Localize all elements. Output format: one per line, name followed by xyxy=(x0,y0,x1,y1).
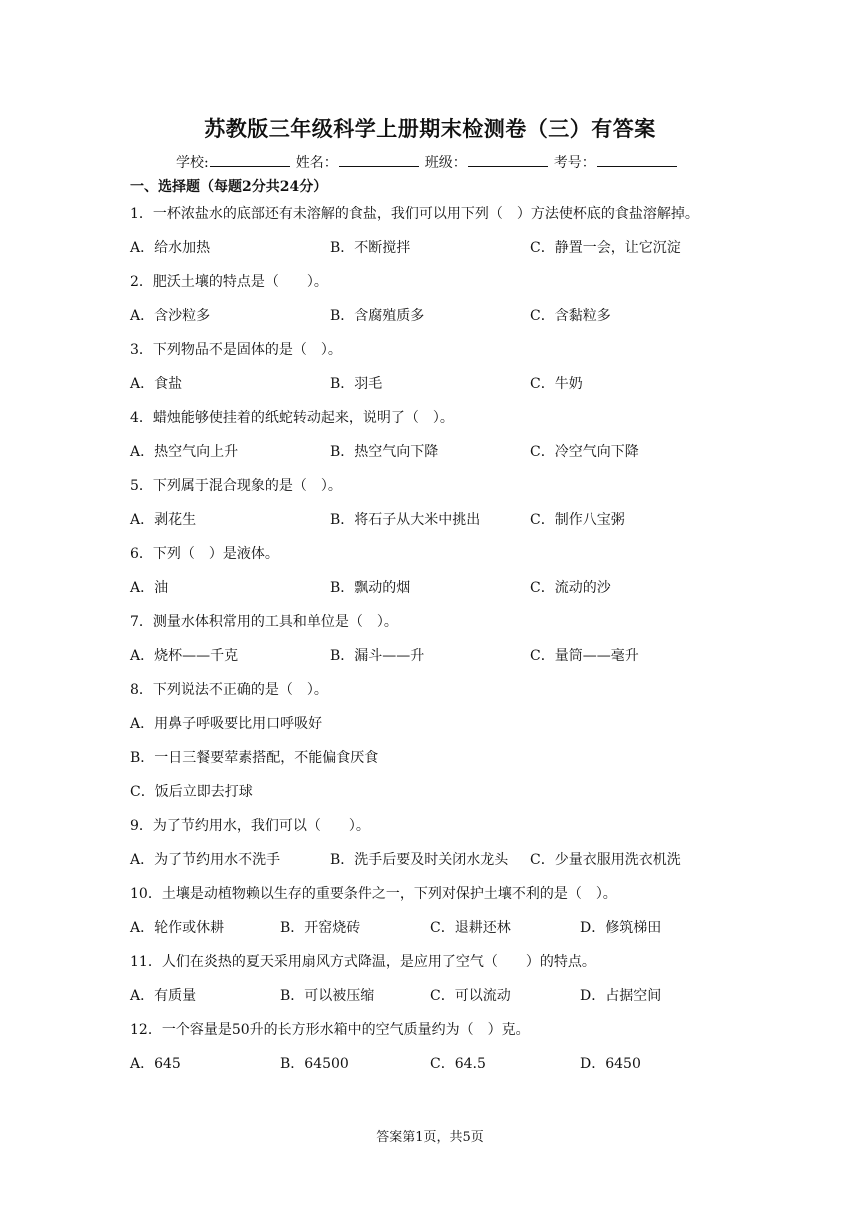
name-field xyxy=(296,152,419,172)
option-d[interactable]: D．修筑梯田 xyxy=(580,920,662,936)
option-b[interactable]: B．开窑烧砖 xyxy=(280,920,361,936)
question-9: 9．为了节约用水，我们可以（ ）。 xyxy=(130,818,370,834)
option-b[interactable]: B．漏斗——升 xyxy=(330,648,425,664)
question-6: 6．下列（ ）是液体。 xyxy=(130,546,279,562)
question-7: 7．测量水体积常用的工具和单位是（ ）。 xyxy=(130,614,398,630)
question-12: 12．一个容量是50升的长方形水箱中的空气质量约为（ ）克。 xyxy=(130,1022,530,1038)
class-blank[interactable] xyxy=(468,152,548,167)
option-a[interactable]: A．645 xyxy=(130,1056,181,1072)
option-b[interactable]: B．一日三餐要荤素搭配，不能偏食厌食 xyxy=(130,750,379,766)
question-8: 8．下列说法不正确的是（ ）。 xyxy=(130,682,328,698)
option-c[interactable]: C．可以流动 xyxy=(430,988,511,1004)
question-10: 10．土壤是动植物赖以生存的重要条件之一，下列对保护土壤不利的是（ ）。 xyxy=(130,886,617,902)
options-11 xyxy=(130,985,750,1019)
option-c[interactable]: C．静置一会，让它沉淀 xyxy=(530,240,681,256)
option-c[interactable]: C．饭后立即去打球 xyxy=(130,784,253,800)
option-c[interactable]: C．制作八宝粥 xyxy=(530,512,625,528)
option-a[interactable]: A．用鼻子呼吸要比用口呼吸好 xyxy=(130,716,323,732)
option-d[interactable]: D．6450 xyxy=(580,1056,641,1072)
options-4 xyxy=(130,441,750,475)
option-c[interactable]: C．量筒——毫升 xyxy=(530,648,639,664)
exam-no-blank[interactable] xyxy=(597,152,677,167)
options-3 xyxy=(130,373,750,407)
option-a[interactable]: A．有质量 xyxy=(130,988,197,1004)
page-footer: 答案第1页，共5页 xyxy=(376,1130,484,1145)
options-9 xyxy=(130,849,750,883)
option-b[interactable]: B．可以被压缩 xyxy=(280,988,375,1004)
option-a[interactable]: A．轮作或休耕 xyxy=(130,920,225,936)
name-label: 姓名： xyxy=(295,155,338,171)
option-d[interactable]: D．占据空间 xyxy=(580,988,662,1004)
option-b[interactable]: B．不断搅拌 xyxy=(330,240,411,256)
option-c[interactable]: C．退耕还林 xyxy=(430,920,511,936)
question-4: 4．蜡烛能够使挂着的纸蛇转动起来，说明了（ ）。 xyxy=(130,410,454,426)
option-b[interactable]: B．飘动的烟 xyxy=(330,580,411,596)
school-blank[interactable] xyxy=(210,152,290,167)
option-c[interactable]: C．少量衣服用洗衣机洗 xyxy=(530,852,681,868)
option-a[interactable]: A．食盐 xyxy=(130,376,183,392)
options-10 xyxy=(130,917,750,951)
exam-no-label: 考号： xyxy=(553,155,596,171)
question-11: 11．人们在炎热的夏天采用扇风方式降温，是应用了空气（ ）的特点。 xyxy=(130,954,596,970)
options-6 xyxy=(130,577,750,611)
question-2: 2．肥沃土壤的特点是（ ）。 xyxy=(130,274,328,290)
option-a[interactable]: A．油 xyxy=(130,580,169,596)
option-b[interactable]: B．64500 xyxy=(280,1056,349,1072)
option-a[interactable]: A．剥花生 xyxy=(130,512,197,528)
options-1 xyxy=(130,237,750,271)
option-c[interactable]: C．64.5 xyxy=(430,1056,486,1072)
question-1: 1．一杯浓盐水的底部还有未溶解的食盐，我们可以用下列（ ）方法使杯底的食盐溶解掉。 xyxy=(130,206,699,222)
document-title: 苏教版三年级科学上册期末检测卷（三）有答案 xyxy=(204,116,656,141)
class-label: 班级： xyxy=(424,155,467,171)
option-b[interactable]: B．羽毛 xyxy=(330,376,383,392)
exam-no-field xyxy=(554,152,677,172)
school-field xyxy=(176,152,290,172)
options-2 xyxy=(130,305,750,339)
question-3: 3．下列物品不是固体的是（ ）。 xyxy=(130,342,342,358)
question-5: 5．下列属于混合现象的是（ ）。 xyxy=(130,478,342,494)
name-blank[interactable] xyxy=(339,152,419,167)
option-a[interactable]: A．含沙粒多 xyxy=(130,308,211,324)
option-b[interactable]: B．含腐殖质多 xyxy=(330,308,425,324)
option-c[interactable]: C．含黏粒多 xyxy=(530,308,611,324)
option-b[interactable]: B．热空气向下降 xyxy=(330,444,439,460)
option-b[interactable]: B．将石子从大米中挑出 xyxy=(330,512,481,528)
option-a[interactable]: A．烧杯——千克 xyxy=(130,648,239,664)
option-c[interactable]: C．流动的沙 xyxy=(530,580,611,596)
section-title: 一、选择题（每题2分共24分） xyxy=(130,179,328,195)
option-a[interactable]: A．给水加热 xyxy=(130,240,211,256)
option-a[interactable]: A．为了节约用水不洗手 xyxy=(130,852,281,868)
question-list xyxy=(130,203,750,1087)
student-info-row xyxy=(176,152,683,172)
options-7 xyxy=(130,645,750,679)
option-a[interactable]: A．热空气向上升 xyxy=(130,444,239,460)
school-label: 学校: xyxy=(176,155,209,171)
class-field xyxy=(425,152,548,172)
options-5 xyxy=(130,509,750,543)
option-b[interactable]: B．洗手后要及时关闭水龙头 xyxy=(330,852,509,868)
options-12 xyxy=(130,1053,750,1087)
option-c[interactable]: C．冷空气向下降 xyxy=(530,444,639,460)
option-c[interactable]: C．牛奶 xyxy=(530,376,583,392)
